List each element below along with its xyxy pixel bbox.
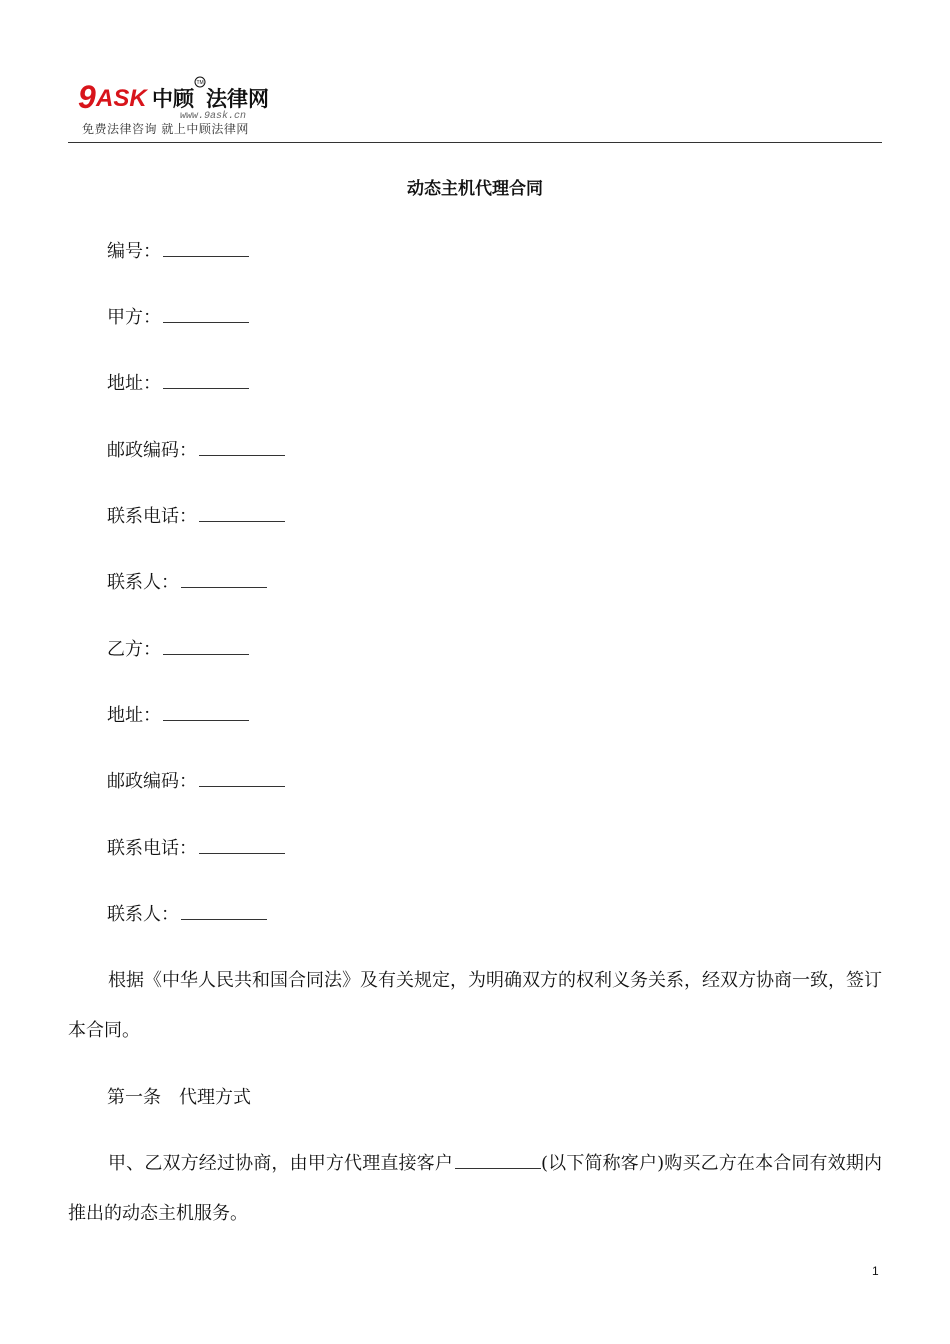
field-label: 地址： [107,705,161,726]
document-title: 动态主机代理合同 [407,179,543,199]
fill-blank [163,716,249,721]
fill-blank [199,451,285,456]
field-label: 邮政编码： [107,771,197,792]
logo-url: www.9ask.cn [180,111,247,120]
field-number [107,240,249,264]
field-label: 编号： [107,241,161,262]
header-divider [68,142,882,143]
logo-nine-icon: 9 [78,79,96,115]
fill-blank [455,1164,541,1169]
field-label: 联系人： [107,572,179,593]
field-label: 甲方： [107,307,161,328]
field-phone-b [107,837,285,861]
fill-blank [199,517,285,522]
field-address-a [107,372,249,396]
field-party-a [107,306,249,330]
field-contact-a [107,571,267,595]
page-number: 1 [872,1264,879,1278]
article-1-text-b: (以下简称客户)购买乙方在本合同有效期内推出的动态主机服务。 [68,1153,883,1224]
fill-blank [181,915,267,920]
field-phone-a [107,505,285,529]
article-1-text-a: 甲、乙双方经过协商，由甲方代理直接客户 [108,1153,453,1174]
field-address-b [107,704,249,728]
page-header [68,68,882,144]
fill-blank [163,384,249,389]
logo-ask-icon: ASK [96,85,147,112]
logo-zhonggu-icon: 中顾 [152,87,194,111]
field-postcode-b [107,770,285,794]
svg-text:TM: TM [196,80,204,86]
field-label: 联系人： [107,904,179,925]
logo [78,74,288,120]
fill-blank [199,849,285,854]
field-label: 地址： [107,373,161,394]
field-contact-b [107,903,267,927]
article-1-heading: 第一条 代理方式 [107,1087,251,1108]
fill-blank [199,782,285,787]
header-slogan: 免费法律咨询 就上中顾法律网 [82,122,249,136]
field-label: 邮政编码： [107,440,197,461]
fill-blank [163,650,249,655]
field-label: 乙方： [107,639,161,660]
field-label: 联系电话： [107,838,197,859]
field-label: 联系电话： [107,506,197,527]
intro-paragraph: 根据《中华人民共和国合同法》及有关规定，为明确双方的权利义务关系，经双方协商一致，签订本合同。 [68,970,882,1041]
fill-blank [163,252,249,257]
field-postcode-a [107,439,285,463]
article-1-text [68,1139,882,1239]
fill-blank [163,318,249,323]
fill-blank [181,583,267,588]
field-party-b [107,638,249,662]
logo-falvwang-icon: 法律网 [206,87,269,111]
